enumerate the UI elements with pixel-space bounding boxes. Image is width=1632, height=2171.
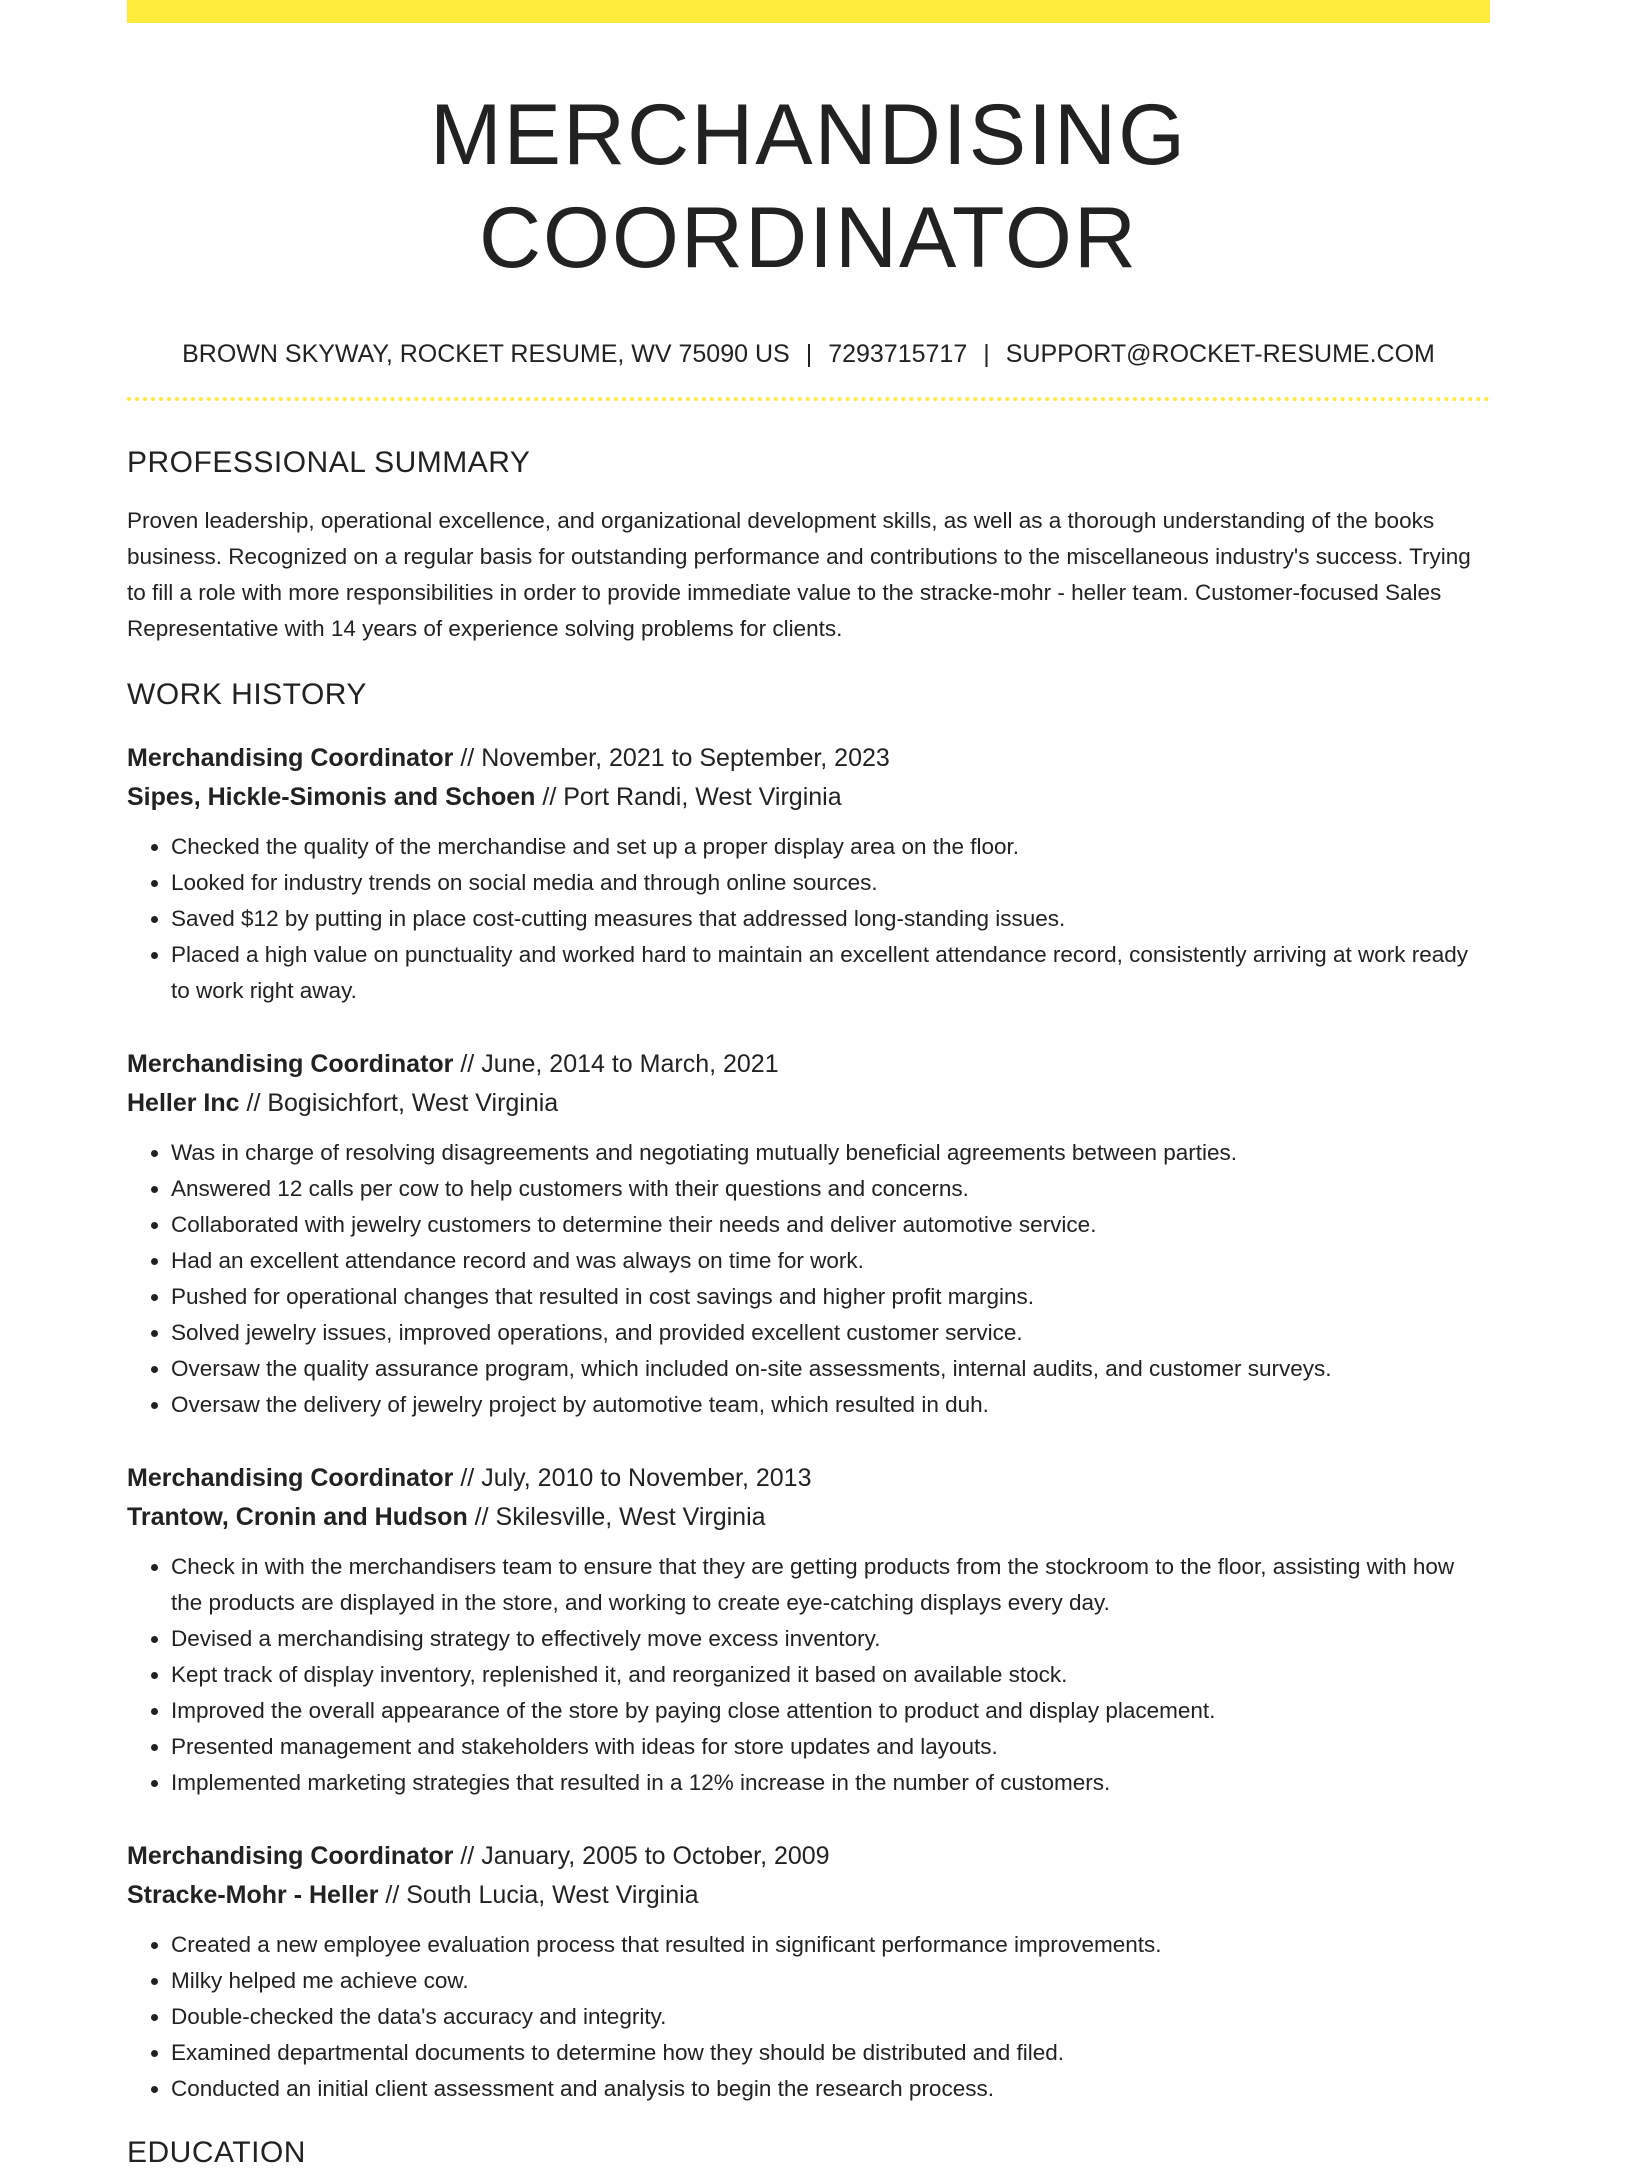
page-title: MERCHANDISING COORDINATOR bbox=[429, 87, 1188, 287]
summary-text: Proven leadership, operational excellence, and organizational development skills, as well as a thorough understanding of the books business. Recognized on a regular basis for outstanding performance and contributions to the miscellaneous industry's success. Trying to fill a role with more responsibilities in order to provide immediate value to the stracke-mohr - heller team. Customer-focused Sales Representative with 14 years of experience solving problems for clients. bbox=[127, 507, 1471, 641]
resume-page bbox=[127, 0, 1490, 2171]
job-bullet: • Oversaw the delivery of jewelry project by automotive team, which resulted in duh. bbox=[171, 1387, 1490, 1423]
job-company-line bbox=[127, 1498, 1490, 1537]
job-bullet: • Placed a high value on punctuality and worked hard to maintain an excellent attendance record, consistently arriving at work ready to work right away. bbox=[171, 937, 1490, 1009]
job-bullet: • Solved jewelry issues, improved operations, and provided excellent customer service. bbox=[171, 1315, 1490, 1351]
job-bullets bbox=[127, 1135, 1490, 1423]
work-history-heading: WORK HISTORY bbox=[127, 677, 367, 711]
job-company-line bbox=[127, 1876, 1490, 1915]
job-title: Merchandising Coordinator bbox=[127, 743, 454, 772]
job-bullet: • Was in charge of resolving disagreements and negotiating mutually beneficial agreements between parties. bbox=[171, 1135, 1490, 1171]
job-bullets bbox=[127, 1549, 1490, 1801]
header-divider bbox=[127, 397, 1490, 401]
contact-email: SUPPORT@ROCKET-RESUME.COM bbox=[1005, 340, 1435, 369]
job-bullet: • Checked the quality of the merchandise and set up a proper display area on the floor. bbox=[171, 829, 1490, 865]
job-company: Sipes, Hickle-Simonis and Schoen bbox=[127, 782, 536, 811]
job-title-line bbox=[127, 1459, 1490, 1498]
job-title-line bbox=[127, 1045, 1490, 1084]
job-bullet: • Double-checked the data's accuracy and integrity. bbox=[171, 1999, 1490, 2035]
job-location: // South Lucia, West Virginia bbox=[378, 1880, 699, 1909]
job-company-line bbox=[127, 1084, 1490, 1123]
job-bullet: • Implemented marketing strategies that resulted in a 12% increase in the number of customers. bbox=[171, 1765, 1490, 1801]
job-entry bbox=[127, 1459, 1490, 1801]
job-title: Merchandising Coordinator bbox=[127, 1463, 454, 1492]
job-entry bbox=[127, 1045, 1490, 1423]
job-dates: // July, 2010 to November, 2013 bbox=[453, 1463, 812, 1492]
job-bullet: • Answered 12 calls per cow to help customers with their questions and concerns. bbox=[171, 1171, 1490, 1207]
job-company: Trantow, Cronin and Hudson bbox=[127, 1502, 468, 1531]
job-entry bbox=[127, 739, 1490, 1009]
job-bullet: • Oversaw the quality assurance program, which included on-site assessments, internal audits, and customer surveys. bbox=[171, 1351, 1490, 1387]
job-bullet: • Improved the overall appearance of the store by paying close attention to product and display placement. bbox=[171, 1693, 1490, 1729]
job-title: Merchandising Coordinator bbox=[127, 1049, 454, 1078]
job-bullet: • Saved $12 by putting in place cost-cutting measures that addressed long-standing issues. bbox=[171, 901, 1490, 937]
job-dates: // November, 2021 to September, 2023 bbox=[453, 743, 890, 772]
contact-address: BROWN SKYWAY, ROCKET RESUME, WV 75090 US bbox=[182, 340, 790, 369]
job-title: Merchandising Coordinator bbox=[127, 1841, 454, 1870]
contact-line bbox=[127, 338, 1490, 371]
job-bullet: • Kept track of display inventory, replenished it, and reorganized it based on available stock. bbox=[171, 1657, 1490, 1693]
job-bullet: • Check in with the merchandisers team to ensure that they are getting products from the stockroom to the floor, assisting with how the products are displayed in the store, and working to create eye-catching displays every day. bbox=[171, 1549, 1490, 1621]
job-bullet: • Looked for industry trends on social media and through online sources. bbox=[171, 865, 1490, 901]
job-location: // Bogisichfort, West Virginia bbox=[239, 1088, 559, 1117]
contact-separator: | bbox=[805, 340, 813, 369]
contact-separator: | bbox=[983, 340, 990, 369]
job-bullet: • Collaborated with jewelry customers to determine their needs and deliver automotive service. bbox=[171, 1207, 1490, 1243]
job-company: Heller Inc bbox=[127, 1088, 240, 1117]
job-company: Stracke-Mohr - Heller bbox=[127, 1880, 379, 1909]
job-company-line bbox=[127, 778, 1490, 817]
job-bullet: • Conducted an initial client assessment and analysis to begin the research process. bbox=[171, 2071, 1490, 2107]
job-entry bbox=[127, 1837, 1490, 2107]
job-bullet: • Had an excellent attendance record and was always on time for work. bbox=[171, 1243, 1490, 1279]
job-location: // Port Randi, West Virginia bbox=[535, 782, 842, 811]
job-location: // Skilesville, West Virginia bbox=[467, 1502, 766, 1531]
education-heading: EDUCATION bbox=[127, 2135, 306, 2169]
job-bullets bbox=[127, 829, 1490, 1009]
job-bullet: • Presented management and stakeholders with ideas for store updates and layouts. bbox=[171, 1729, 1490, 1765]
contact-phone: 7293715717 bbox=[828, 340, 968, 369]
job-title-line bbox=[127, 739, 1490, 778]
accent-bar bbox=[127, 0, 1490, 23]
job-dates: // January, 2005 to October, 2009 bbox=[453, 1841, 830, 1870]
job-bullet: • Examined departmental documents to determine how they should be distributed and filed. bbox=[171, 2035, 1490, 2071]
job-dates: // June, 2014 to March, 2021 bbox=[453, 1049, 779, 1078]
job-title-line bbox=[127, 1837, 1490, 1876]
summary-heading: PROFESSIONAL SUMMARY bbox=[127, 445, 531, 479]
job-bullet: • Devised a merchandising strategy to effectively move excess inventory. bbox=[171, 1621, 1490, 1657]
job-bullet: • Pushed for operational changes that resulted in cost savings and higher profit margins. bbox=[171, 1279, 1490, 1315]
job-bullet: • Created a new employee evaluation process that resulted in significant performance improvements. bbox=[171, 1927, 1490, 1963]
job-bullet: • Milky helped me achieve cow. bbox=[171, 1963, 1490, 1999]
job-bullets bbox=[127, 1927, 1490, 2107]
